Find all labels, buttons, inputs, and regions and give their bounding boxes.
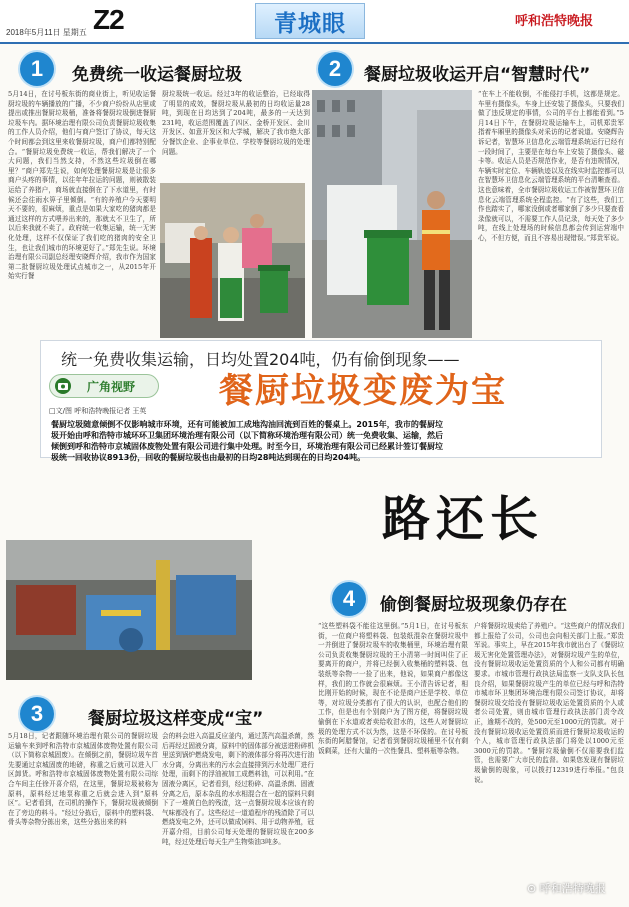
section-1-body-a: 5月14日，在讨号板东街的商业街上，听见收运餐厨垃圾的车辆播放的广播，不少商户纷纷从店里或提出或推出餐厨垃圾桶，准备将餐厨垃圾倒进餐厨垃圾车内。据环境治理有限公司负责餐厨垃圾收集的工作人员介绍，他们与商户签订了协议，每天这个时间都会到这里来收餐厨垃圾，商户们都特别配合。“餐厨垃圾免费统一收运，帮我们解决了一个大问题，我们当然支持，不然这些垃圾倒在哪里？”商户郑先生说，如何处理餐厨垃圾是让很多商户头疼的事情，以往年年拉运的问题，则被散装运给了养猪户，商场就直接倒在了下水道里，有时候还会往雨水箅子里倾倒。“有的养殖户今天要明天不要的，很麻烦，重点是如果大家吃的猪肉都是通过这样的方式喂养出来的，那就太不卫生了，所以后来我就不卖了。政府统一收集运输，统一无害化处理，这样不仅保证了我们吃的猪肉的安全卫生，也让我们城市的环境更好了。”郑先生说。环境治理有限公司副总经理安晓辉介绍，我市作为国家第二批餐厨垃圾处理试点城市之一，从2015年开始实行餐 (8, 90, 156, 281)
section-2-title: 餐厨垃圾收运开启“智慧时代” (364, 65, 591, 85)
column-title: 青城眼 (274, 11, 346, 37)
section-2-body: “在车上不能收倒，不能侵打手机，这都是规定。车里有摄像头，车身上还安装了摄像头，只要我们做了违反规定的事情，公司的平台上都能看到。”5月14日下午，在餐厨垃圾运输车上，司机郑贵军指着车厢里的摄像头对采访的记者说道。安晓辉告诉记者，智慧环卫信息化云端管理系统运行已经有一段时间了，主要是在每台车上安装了摄像头、磁卡等。收运人员是否规范作业，是否有违规情况，车辆实时定位、车辆轨迹以及在线实时监控都可以在智慧环卫信息化云端管理系统的平台清晰查看。这也意味着，全市餐厨垃圾收运工作被智慧环卫信息化云端管理系统全程监控。“有了这些，我们工作也踏实了，哪家没倒或者哪家倒了多少只要查看录像就可以，不需要工作人员记录，每天处了多少吨，在线上处理场的时候信息都会传到运营端中心，不但方便，而且不容易出现错误。”郑贵军说。 (478, 90, 624, 242)
section-4-body-a: “这些塑料袋不能往这里倒。”5月1日，在讨号板东街，一位商户将塑料袋、包装纸混杂在餐厨垃圾中一并倒进了餐厨垃圾车的收集桶里，环境治理有限公司负责收集餐厨垃圾的王小清第一时间叫住了正要离开的商户，并将已经倒入收集桶的塑料袋、包装纸等杂物一一捡了出来，他说，如果商户都像这样，我们的工作就会很麻烦。王小清告诉记者，相比刚开始的时候，现在不论是商户还是学校、单位等，对垃圾分类都有了很大的认识，也配合他们的工作，但是也有个别商户为了图方便，将餐厨垃圾偷倒在下水道或者卖给收泔水的，这些人对餐厨垃圾的处理方式不以为然，这是不环保的。在讨号板东街的阿腊餐馆，记者看到餐厨垃圾桶里不仅有剩饭剩菜，还有大量的一次性餐具、塑料瓶等杂物。 (318, 622, 468, 755)
watermark: ⊙ 呼和浩特晚报 (527, 882, 606, 895)
lead-paragraph: 餐厨垃圾随意倾倒不仅影响城市环境，还有可能被加工成地沟油回流到百姓的餐桌上。2015年，我市的餐厨垃圾开始由呼和浩特市城环环卫集团环境治理有限公司（以下简称环境治理有限公司）统一免费收集、运输，然后倾倒到呼和浩特市京城固体废物处置有限公司进行集中处理。时至今日，环境治理有限公司已经累计签订餐厨垃圾统一回收协议8913份，回收的餐厨垃圾也由最初的日均28吨达到现在的日均204吨。 (51, 420, 443, 462)
section-4-title: 偷倒餐厨垃圾现象仍存在 (380, 595, 567, 615)
headline-title: 餐厨垃圾变废为宝 (219, 371, 507, 411)
photo-processing-plant (6, 540, 252, 680)
page-number: Z2 (93, 4, 124, 35)
section-4-body-b: 户将餐厨垃圾卖给了养殖户。“这些商户的情况我们都上报给了公司，公司也会向相关部门上报。”郑贵军说。事实上，早在2015年我市就出台了《餐厨垃圾无害化处置管理办法》，对餐厨垃圾产生的单位，没有餐厨垃圾收运处置资质的个人和公司都有明确要求。市城市管理行政执法局监察一支队支队长包良介绍，如果餐厨垃圾产生的单位已经与呼和浩特市城市环卫集团环境治理有限公司签订协议，却将餐厨垃圾交给没有餐厨垃圾收运处置资质的个人或者公司处置，则由城市管理行政执法部门责令改正，逾期不改的，处500元至1000元的罚款。对于没有餐厨垃圾收运处置资质而进行餐厨垃圾收运的个人，城市管理行政执法部门将处以1000元至3000元的罚款。“餐厨垃圾偷倒不仅需要我们监管，也需要广大市民的监督。如果您发现有餐厨垃圾偷倒的现象，可以拨打12319进行举报。”包良说。 (474, 622, 624, 784)
feature-tag: 广角视野 (87, 380, 136, 394)
section-3-body-a: 5月18日，记者跟随环境治理有限公司的餐厨垃圾运输车来到呼和浩特市京城固体废物处置有限公司（以下简称京城固废）。在倾倒之前，餐厨垃圾车首先要通过京城固废的地磅，称重之后就可以进入厂区卸货。呼和浩特市京城固体废物处置有限公司综合车间主任徐开喜介绍，在这里，餐厨垃圾被称为原料，原料经过地泵称重之后就会进入到“原料区”。记者看到，在司机的操作下，餐厨垃圾被倾倒在了旁边的料斗。“经过分拣后，原料中的塑料袋、骨头等杂物分拣出来，这些分拣出来的料 (8, 732, 158, 827)
section-1-number: 1 (20, 52, 54, 86)
headline-subtitle: 统一免费收集运输，日均处置204吨，仍有偷倒现象—— (61, 350, 460, 369)
section-3-title: 餐厨垃圾这样变成“宝” (88, 709, 264, 729)
headline-banner (40, 340, 602, 462)
section-1-body-b: 厨垃圾统一收运。经过3年的收运整治，已经取得了明显的成效，餐厨垃圾从最初的日均收运量28吨，到现在日均达到了204吨，最多的一天达到231吨，收运范围覆盖了四区、金桥开发区、金川开发区、如意开发区和大学城，解决了我市绝大部分餐饮企业、企事业单位、学校等餐厨垃圾的处理问题。 (162, 90, 310, 156)
newspaper-logo: 呼和浩特晚报 (515, 14, 594, 29)
section-4-number: 4 (332, 582, 366, 616)
photo-garbage-collection (160, 183, 305, 338)
byline: □文/图 呼和浩特晚报记者 王英 (49, 407, 147, 415)
section-3-number: 3 (20, 697, 54, 731)
camera-icon (54, 377, 72, 395)
headline-big-text: 路还长 (382, 491, 545, 547)
section-3-body-b: 会的料会进入高温反应釜内，通过蒸汽高温杀菌，然后再经过固液分离，原料中的固体部分被送进粉碎机里送到锅炉燃烧发电，剩下的液体部分将再次进行油水分离，分离出来的污水会直接排到污水处理厂进行处理，而剩下的浮油被加工成燃料油，可以利用。”在固液分离区，记者看到，经过粉碎、高温杀菌、固液分离之后，原本杂乱的水水相混合在一起的原料只剩下了一堆黄白色的残渣，这一点餐厨垃圾本应该有的气味都没有了。这些经过一道道程序的残渣除了可以燃烧发电之外，还可以做成饲料、用于动物养殖，冠开嘉介绍，目前公司每天处理的餐厨垃圾在200多吨，经过处理后每天生产生物柴油3吨多。 (162, 732, 314, 846)
section-2-number: 2 (318, 52, 352, 86)
section-1-title: 免费统一收运餐厨垃圾 (72, 65, 242, 85)
photo-collection-truck (312, 90, 472, 338)
page-header (0, 0, 629, 44)
issue-date: 2018年5月11日 星期五 (6, 28, 87, 37)
